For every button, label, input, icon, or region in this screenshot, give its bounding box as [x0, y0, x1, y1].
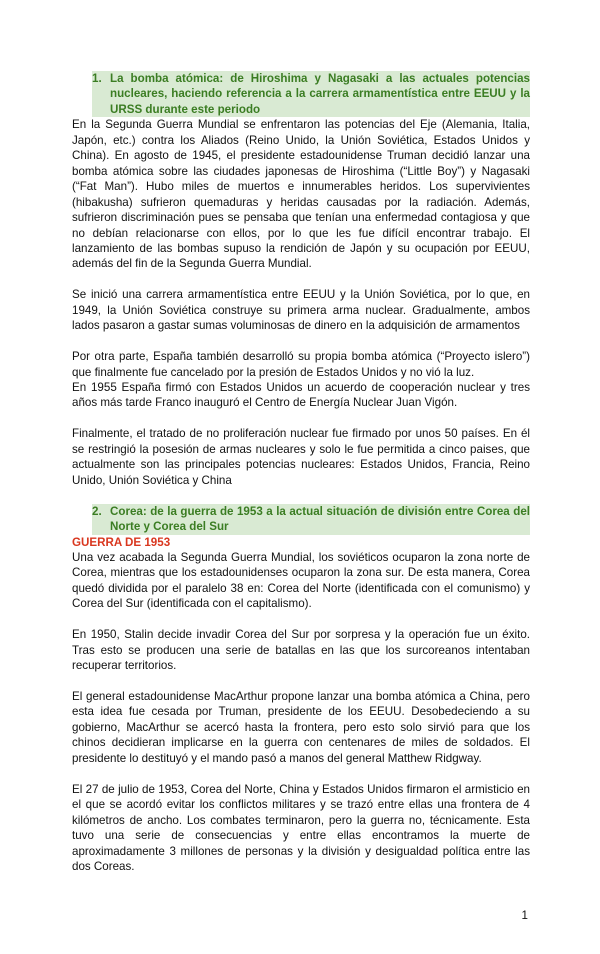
subheading: GUERRA DE 1953 — [72, 535, 171, 549]
section-heading-2 — [92, 504, 530, 535]
paragraph: El 27 de julio de 1953, Corea del Norte, China y Estados Unidos firmaron el armisticio en el que se acordó evitar los conflictos militares y se trazó entre ellas una frontera de 4 kilómetros de ancho. Los combates terminaron, pero la guerra no, técnicamente. Esta tuvo una serie de consecuencias y entre ellas encontramos la muerte de aproximadamente 3 millones de personas y la división y desigualdad política entre las dos Coreas. — [72, 782, 530, 873]
paragraph: Se inició una carrera armamentística entre EEUU y la Unión Soviética, por lo que, en 1949, la Unión Soviética construye su primera arma nuclear. Gradualmente, ambos lados pasaron a gastar sumas voluminosas de dinero en la adquisición de armamentos — [72, 288, 530, 333]
section-title: Corea: de la guerra de 1953 a la actual situación de división entre Corea del Norte y Corea del Sur — [110, 504, 530, 534]
paragraph: En 1955 España firmó con Estados Unidos un acuerdo de cooperación nuclear y tres años más tarde Franco inauguró el Centro de Energía Nuclear Juan Vigón. — [72, 381, 530, 410]
paragraph: Por otra parte, España también desarrolló su propia bomba atómica (“Proyecto islero”) que finalmente fue cancelado por la presión de Estados Unidos y no vió la luz. — [72, 350, 530, 379]
page-number: 1 — [521, 909, 528, 923]
section-number: 1. — [92, 71, 110, 117]
paragraph: En 1950, Stalin decide invadir Corea del Sur por sorpresa y la operación fue un éxito. Tras esto se producen una serie de batallas en las que los surcoreanos intentaban recuperar territorios. — [72, 628, 530, 673]
document-page — [72, 0, 530, 954]
section-title: La bomba atómica: de Hiroshima y Nagasaki a las actuales potencias nucleares, haciendo referencia a la carrera armamentística entre EEUU y la URSS durante este periodo — [110, 72, 530, 116]
paragraph: Una vez acabada la Segunda Guerra Mundial, los soviéticos ocuparon la zona norte de Corea, mientras que los estadounidenses ocuparon la zona sur. De esta manera, Corea quedó dividida por el paralelo 38 en: Corea del Norte (identificada con el comunismo) y Corea del Sur (identificada con el capitalismo). — [72, 550, 530, 611]
section-heading-1 — [92, 71, 530, 117]
paragraph: En la Segunda Guerra Mundial se enfrentaron las potencias del Eje (Alemania, Italia, Japón, etc.) contra los Aliados (Reino Unido, la Unión Soviética, Estados Unidos y China). En agosto de 1945, el presidente estadounidense Truman decidió lanzar una bomba atómica sobre las ciudades japonesas de Hiroshima (“Little Boy”) y Nagasaki (“Fat Man”). Hubo miles de muertos e innumerables heridos. Los supervivientes (hibakusha) sufrieron quemaduras y heridas causadas por la radiación. Además, sufrieron discriminación pues se pensaba que tenían una enfermedad contagiosa y que no debían relacionarse con ellos, por lo que les fue difícil encontrar trabajo. El lanzamiento de las bombas supuso la rendición de Japón y su ocupación por EEUU, además del fin de la Segunda Guerra Mundial. — [72, 118, 530, 271]
section-number: 2. — [92, 504, 110, 535]
paragraph: El general estadounidense MacArthur propone lanzar una bomba atómica a China, pero esta idea fue cesada por Truman, presidente de los EEUU. Desobedeciendo a su gobierno, MacArthur se acercó hasta la frontera, pero esto solo sirvió para que los chinos decidieran implicarse en la guerra con centenares de miles de soldados. El presidente lo destituyó y el mando pasó a manos del general Matthew Ridgway. — [72, 690, 530, 765]
paragraph: Finalmente, el tratado de no proliferación nuclear fue firmado por unos 50 países. En él se restringió la posesión de armas nucleares y solo le fue permitida a cinco paises, que actualmente son las principales potencias nucleares: Estados Unidos, Francia, Reino Unido, Unión Soviética y China — [72, 427, 530, 487]
